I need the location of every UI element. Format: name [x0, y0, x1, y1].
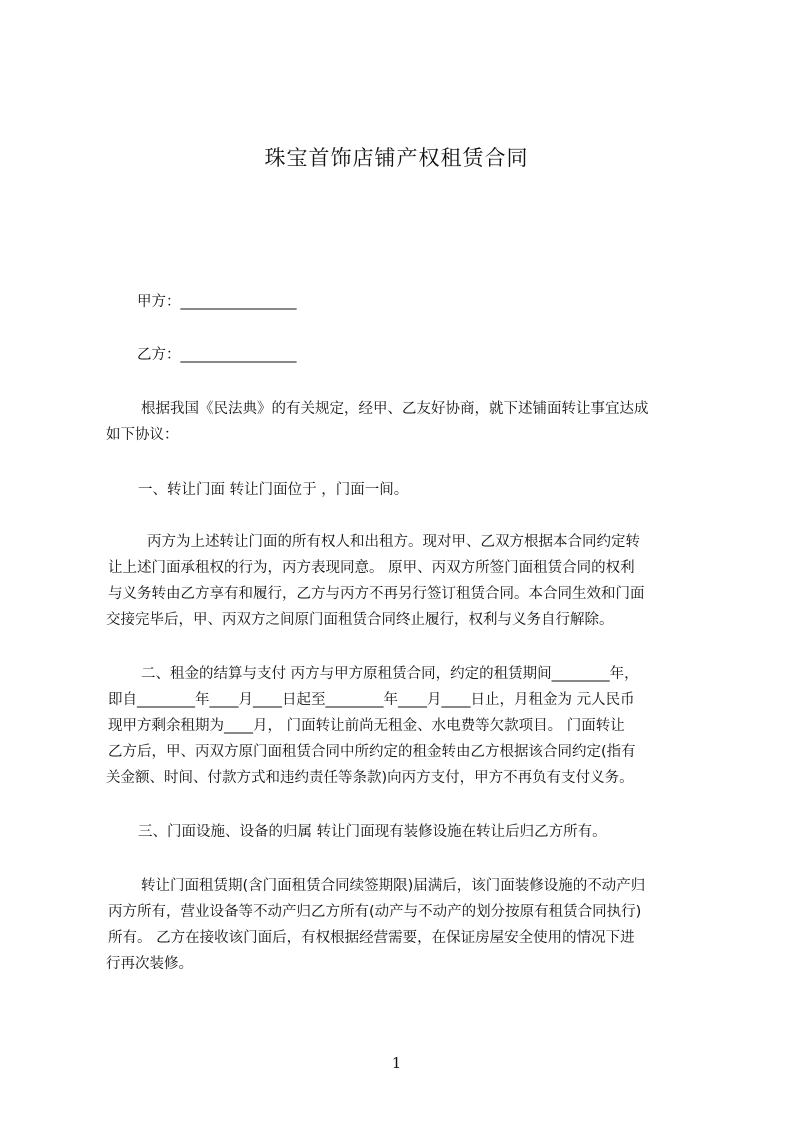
- section2-line: 乙方后，甲、丙双方原门面租赁合同中所约定的租金转由乙方根据该合同约定(指有: [108, 744, 636, 760]
- document-title: 珠宝首饰店铺产权租赁合同: [264, 146, 529, 170]
- section1-line: 交接完毕后，甲、丙双方之间原门面租赁合同终止履行，权利与义务自行解除。: [106, 612, 614, 628]
- section3-line: 行再次装修。: [106, 956, 193, 972]
- section1-line: 丙方为上述转让门面的所有权人和出租方。现对甲、乙双方根据本合同约定转: [147, 534, 640, 550]
- party-b-line: 乙方：________________: [137, 347, 297, 363]
- section2-line: 二、租金的结算与支付 丙方与甲方原租赁合同，约定的租赁期间________年，: [141, 666, 639, 682]
- section1-line: 与义务转由乙方享有和履行，乙方与丙方不再另行签订租赁合同。本合同生效和门面: [108, 586, 645, 602]
- section3-line: 转让门面租赁期(含门面租赁合同续签期限)届满后，该门面装修设施的不动产归: [141, 878, 646, 894]
- section2-line: 现甲方剩余租期为____月， 门面转让前尚无租金、水电费等欠款项目。 门面转让: [108, 718, 625, 734]
- section3-line: 丙方所有，营业设备等不动产归乙方所有(动产与不动产的划分按原有租赁合同执行): [108, 904, 642, 920]
- section3-line: 所有。 乙方在接收该门面后，有权根据经营需要，在保证房屋安全使用的情况下进: [108, 930, 635, 946]
- section2-line: 即自________年____月____日起至________年____月____日止，月租金为 元人民币: [108, 692, 635, 708]
- party-a-line: 甲方：________________: [137, 294, 297, 310]
- intro-line: 如下协议：: [106, 427, 179, 443]
- page-number: 1: [391, 1054, 402, 1072]
- section2-line: 关金额、时间、付款方式和违约责任等条款)向丙方支付，甲方不再负有支付义务。: [106, 770, 634, 786]
- section1-heading: 一、转让门面 转让门面位于 ，门面一间。: [138, 482, 409, 498]
- section1-line: 让上述门面承租权的行为，丙方表现同意。 原甲、丙双方所签门面租赁合同的权利: [108, 560, 635, 576]
- intro-line: 根据我国《民法典》的有关规定，经甲、乙友好协商，就下述铺面转让事宜达成: [141, 401, 649, 417]
- section3-heading: 三、门面设施、设备的归属 转让门面现有装修设施在转让后归乙方所有。: [138, 824, 607, 840]
